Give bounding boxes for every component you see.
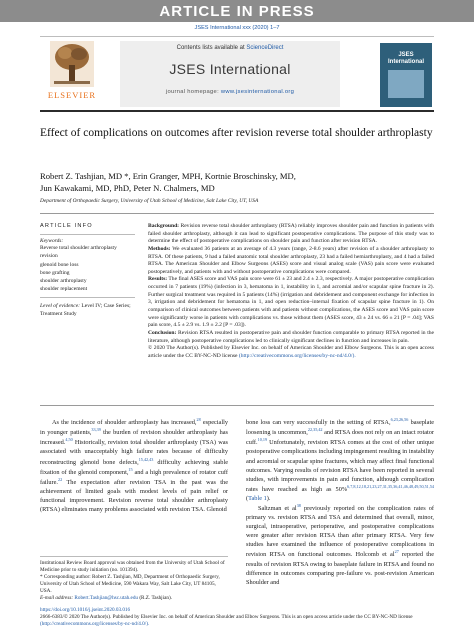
article-info-heading: ARTICLE INFO bbox=[40, 223, 93, 229]
body-paragraph bbox=[246, 417, 434, 503]
body-text: As the incidence of shoulder arthroplasty has increased, bbox=[52, 419, 197, 427]
level-label: Level of evidence: bbox=[40, 302, 81, 309]
citation-link[interactable]: 10,19 bbox=[257, 437, 268, 443]
citation-link[interactable]: 6,7,8,12,18,21,23,27,31,35,36,41,46,48,49,50,51,54 bbox=[347, 483, 434, 489]
issn-text: 2666-6383/© 2020 The Author(s). Published by Elsevier Inc. on behalf of American Shoulder and Elbow Surgeons. This is an open access article under the CC BY-NC-ND license bbox=[40, 614, 413, 621]
doi-link[interactable]: https://doi.org/10.1016/j.jseint.2020.03.016 bbox=[40, 607, 131, 613]
journal-cover-thumbnail bbox=[380, 43, 432, 107]
article-title: Effect of complications on outcomes after revision reverse total shoulder arthroplasty bbox=[40, 127, 433, 139]
keywords-label: Keywords: bbox=[40, 234, 135, 244]
body-text: The expectation after revision TSA in the past was the achievement of limited goals with modest levels of pain relief or functional improvement. Revision reverse total shoulder arthroplasty (RTSA) eliminates many problems associated with revision TSA. Glenoid bbox=[40, 478, 228, 514]
background-text: Revision reverse total shoulder arthroplasty (RTSA) reliably improves shoulder pain and function in patients with failed shoulder arthroplasty, although it can lead to significant postoperative complications. The purpose of this study was to determine the effect of postoperative complications on shoulder pain and function after revision RTSA. bbox=[148, 223, 435, 245]
body-text: bone loss can very successfully in the setting of RTSA, bbox=[246, 419, 391, 427]
citation-link[interactable]: 15 bbox=[128, 466, 133, 472]
corresponding-author: * Corresponding author: Robert Z. Tashjian, MD, Department of Orthopaedic Surgery, University of Utah School of Medicine, 590 Wakara Way, Salt Lake City, UT 84105, USA. bbox=[40, 574, 220, 595]
cover-title: JSES International bbox=[387, 52, 424, 65]
results-label: Results: bbox=[148, 276, 168, 283]
citation-link[interactable]: 38 bbox=[296, 502, 301, 508]
issn-line bbox=[40, 614, 434, 628]
keyword-item: Reverse total shoulder arthroplasty bbox=[40, 245, 117, 251]
contents-line bbox=[120, 45, 340, 51]
body-paragraph bbox=[40, 417, 228, 514]
citation-link[interactable]: 27 bbox=[394, 549, 399, 555]
citation-link[interactable]: 22 bbox=[58, 476, 63, 482]
email-suffix: (R.Z. Tashjian). bbox=[138, 595, 172, 602]
bottom-license-link[interactable]: (http://creativecommons.org/licenses/by-nc-nd/4.0/). bbox=[40, 621, 150, 628]
body-text: Saltzman et al bbox=[258, 505, 297, 513]
footnotes bbox=[40, 556, 228, 602]
citation-link[interactable]: 6,23,26,56 bbox=[390, 417, 409, 422]
authors-line-1: Robert Z. Tashjian, MD *, Erin Granger, MPH, Kortnie Broschinsky, MD, bbox=[40, 171, 296, 181]
publisher-name: ELSEVIER bbox=[47, 90, 97, 100]
body-text: especially in younger patients, bbox=[40, 419, 228, 437]
body-text: difficulty achieving stable fixation of the glenoid component, bbox=[40, 458, 228, 476]
publication-info bbox=[40, 607, 434, 628]
body-text: and a high prevalence of rotator cuff failure. bbox=[40, 468, 229, 486]
publisher-logo bbox=[42, 41, 102, 107]
journal-homepage bbox=[120, 89, 340, 95]
authors-line-2: Jun Kawakami, MD, PhD, Peter N. Chalmers, MD bbox=[40, 182, 215, 193]
citation-link[interactable]: 28 bbox=[196, 417, 201, 422]
background-label: Background: bbox=[148, 223, 180, 229]
methods-text: We evaluated 36 patients at an average of 4.3 years (range, 2-8.6 years) after revision of a shoulder arthroplasty to RTSA. Of these patients, 9 had a failed anatomic total shoulder arthroplasty, 23 had a failed hemiarthroplasty, and 4 had a failed RTSA. The American Shoulder and Elbow Surgeons (ASES) score and visual analog scale (VAS) pain score were evaluated postoperatively, and patients with and without postoperative complications were compared. bbox=[148, 245, 434, 275]
copyright-text: © 2020 The Author(s). Published by Elsevier Inc. on behalf of American Shoulder and Elbow Surgeons. This is an open access article under the CC BY-NC-ND license bbox=[148, 345, 434, 359]
homepage-link[interactable]: www.jsesinternational.org bbox=[220, 89, 295, 95]
article-in-press-banner bbox=[0, 0, 474, 22]
abstract-text bbox=[148, 223, 434, 361]
citation-link[interactable]: 4,50 bbox=[65, 437, 73, 443]
citation-link[interactable]: 33,39 bbox=[91, 427, 101, 433]
body-text: the burden of revision shoulder arthroplasty has increased. bbox=[40, 429, 229, 447]
body-text: previously reported on the complication rates of primary vs. revision RTSA and TSA and determined that overall, minor, surgical, intraoperative, perioperative, and postoperative complications were greater after revision RTSA than after primary RTSA. Very few studies have examined the influence of postoperative complications in revision RTSA on functional outcomes. Holcomb et al bbox=[246, 505, 435, 559]
body-text: Historically, revision total shoulder arthroplasty (TSA) was associated with unacceptably high failure rates because of difficulty reconstructing glenoid bone defects, bbox=[40, 439, 228, 466]
cover-image bbox=[388, 70, 424, 98]
irb-note: Institutional Review Board approval was obtained from the University of Utah School of Medicine prior to study initiation (no. 101394). bbox=[40, 560, 225, 574]
email-line bbox=[40, 595, 228, 602]
table-link[interactable]: Table 1 bbox=[248, 494, 267, 502]
license-link[interactable]: (http://creativecommons.org/licenses/by-nc-nd/4.0/). bbox=[238, 352, 356, 359]
body-paragraph bbox=[246, 503, 434, 587]
sciencedirect-link[interactable]: ScienceDirect bbox=[246, 45, 284, 51]
section-divider bbox=[40, 405, 434, 406]
section-divider bbox=[40, 213, 434, 214]
body-text: ( bbox=[246, 494, 249, 502]
keyword-item: revision bbox=[40, 253, 58, 260]
methods-label: Methods: bbox=[148, 245, 171, 252]
homepage-prefix: journal homepage: bbox=[165, 89, 221, 95]
conclusion-label: Conclusion: bbox=[148, 329, 177, 336]
conclusion-text: Revision RTSA resulted in postoperative pain and shoulder function comparable to primary RTSA reported in the literature, although postoperative complications led to clinically significant declines in function and increases in pain. bbox=[148, 329, 434, 344]
banner-text: ARTICLE IN PRESS bbox=[159, 2, 315, 20]
affiliation: Department of Orthopaedic Surgery, University of Utah School of Medicine, Salt Lake City, UT, USA bbox=[40, 198, 259, 204]
body-text: and RTSA does not rely on an intact rotator cuff. bbox=[246, 429, 434, 447]
body-column-right bbox=[246, 417, 434, 587]
journal-info-box bbox=[120, 41, 340, 107]
citation-link[interactable]: 15,42,43 bbox=[138, 456, 154, 462]
contents-prefix: Contents lists available at bbox=[176, 45, 247, 51]
elsevier-tree-icon bbox=[50, 41, 94, 87]
keyword-item: shoulder replacement bbox=[40, 286, 88, 293]
journal-title: JSES International bbox=[169, 61, 291, 77]
body-column-left bbox=[40, 417, 228, 514]
abstract-column bbox=[148, 223, 434, 361]
article-info-column bbox=[40, 223, 135, 318]
body-text: reported the results of revision RTSA owing to baseplate failure in RTSA and found no difference in outcomes comparing pre-failure vs. post-revision American Shoulder and bbox=[246, 551, 434, 586]
results-text: The final ASES score and VAS pain score were 61 ± 23 and 2.4 ± 2.3, respectively. A major postoperative complication occurred in 7 patients (19%) (infection in 3, hematoma in 1, instability in 1, and acromial and/or scapular spine fracture in 2). Further surgical treatment was required in 5 patients (14%) (irrigation and debridement and component exchange for infection in 3, irrigation and debridement for hematoma in 1, and open reduction–internal fixation of scapular spine fracture in 1). On comparison of clinical outcomes between patients with and patients without complications, the ASES score and VAS pain score were significantly worse in patients with complications vs. those without them (ASES score, 43 ± 24 vs. 66 ± 21 [P = .04]; VAS pain score, 4.5 ± 2.9 vs. 1.9 ± 2.2 [P = .03]). bbox=[148, 276, 434, 329]
journal-reference[interactable]: JSES International xxx (2020) 1–7 bbox=[194, 25, 280, 31]
email-link[interactable]: Robert.Tashjian@hsc.utah.edu bbox=[74, 595, 139, 602]
keyword-item: bone grafting bbox=[40, 269, 70, 276]
keyword-item: glenoid bone loss bbox=[40, 261, 79, 268]
keyword-item: shoulder arthroplasty bbox=[40, 278, 87, 284]
citation-link[interactable]: 22,35,42 bbox=[307, 427, 323, 433]
journal-masthead bbox=[40, 36, 434, 112]
body-text: Unfortunately, revision RTSA comes at the cost of other unique postoperative complications including impingement resulting in instability and acromial or scapular spine fractures, which may affect final functional outcomes. Varying results of revision RTSA have been reported in several studies, with improvements in pain and function, although complication rates have reached as high as 50% bbox=[246, 439, 434, 493]
level-text: Level IV; Case Series; Treatment Study bbox=[40, 302, 131, 317]
author-list bbox=[40, 171, 440, 194]
body-text: ). bbox=[266, 494, 271, 502]
email-label: E-mail address: bbox=[40, 595, 75, 602]
body-text: baseplate loosening is uncommon, bbox=[246, 419, 434, 437]
level-of-evidence bbox=[40, 297, 135, 319]
